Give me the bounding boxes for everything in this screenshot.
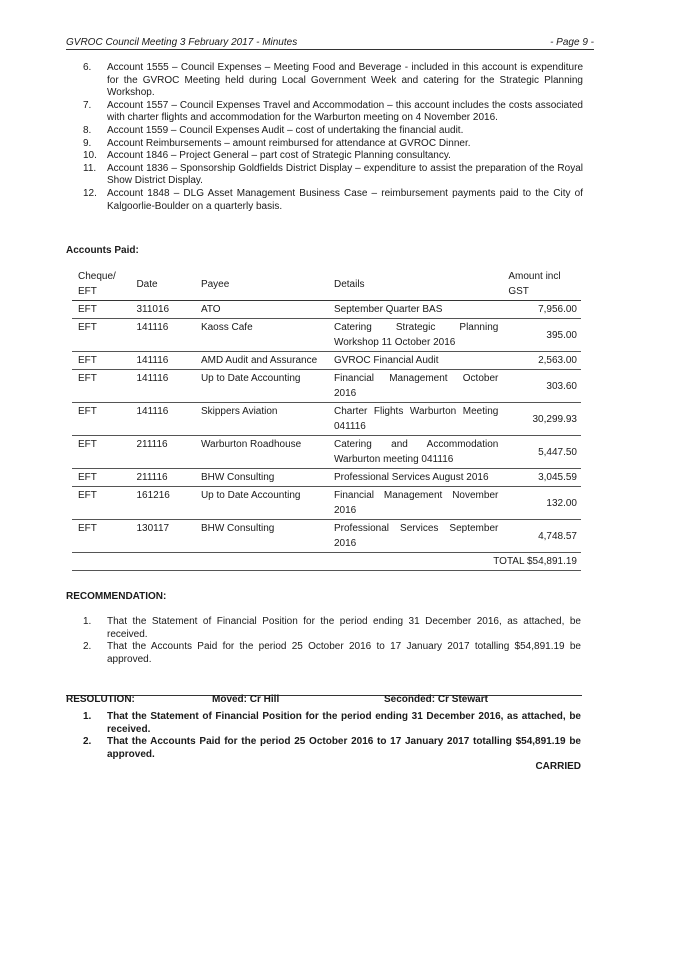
cell-date: 311016 bbox=[130, 301, 195, 319]
cell-details: Professional Services August 2016 bbox=[328, 469, 502, 487]
cell-cheque: EFT bbox=[72, 469, 130, 487]
item-number: 2. bbox=[83, 641, 92, 653]
item-text: Account 1846 – Project General – part cost of Strategic Planning consultancy. bbox=[107, 150, 451, 162]
table-header-row bbox=[72, 268, 581, 301]
cell-payee: ATO bbox=[195, 301, 328, 319]
cell-details: September Quarter BAS bbox=[328, 301, 502, 319]
accounts-paid-table bbox=[72, 268, 581, 571]
cell-details: Charter Flights Warburton Meeting 041116 bbox=[328, 403, 502, 436]
item-number: 8. bbox=[83, 124, 92, 136]
cell-date: 141116 bbox=[130, 403, 195, 436]
item-number: 2. bbox=[83, 736, 92, 748]
cell-cheque: EFT bbox=[72, 487, 130, 520]
table-row bbox=[72, 319, 581, 352]
table-row bbox=[72, 487, 581, 520]
list-item bbox=[83, 138, 583, 151]
col-header-cheque: Cheque/ EFT bbox=[72, 268, 130, 301]
table-row bbox=[72, 352, 581, 370]
cell-payee: BHW Consulting bbox=[195, 469, 328, 487]
cell-cheque: EFT bbox=[72, 436, 130, 469]
cell-date: 211116 bbox=[130, 469, 195, 487]
col-header-payee: Payee bbox=[195, 268, 328, 301]
cell-payee: Up to Date Accounting bbox=[195, 487, 328, 520]
item-text: Account Reimbursements – amount reimbursed for attendance at GVROC Dinner. bbox=[107, 137, 471, 149]
cell-payee: Warburton Roadhouse bbox=[195, 436, 328, 469]
cell-amount: 30,299.93 bbox=[502, 403, 581, 436]
item-text: Account 1559 – Council Expenses Audit – cost of undertaking the financial audit. bbox=[107, 124, 464, 136]
cell-amount: 303.60 bbox=[502, 370, 581, 403]
item-number: 12. bbox=[83, 187, 97, 199]
item-number: 10. bbox=[83, 150, 97, 162]
cell-amount: 3,045.59 bbox=[502, 469, 581, 487]
cell-cheque: EFT bbox=[72, 370, 130, 403]
col-header-date: Date bbox=[130, 268, 195, 301]
cell-payee: BHW Consulting bbox=[195, 520, 328, 553]
cell-cheque: EFT bbox=[72, 301, 130, 319]
resolution-title: RESOLUTION: bbox=[66, 694, 135, 705]
resolution-status: CARRIED bbox=[535, 761, 581, 772]
item-number: 1. bbox=[83, 711, 92, 722]
item-text: That the Accounts Paid for the period 25 October 2016 to 17 January 2017 totalling $54,891.19 be approved. bbox=[107, 641, 581, 665]
item-number: 9. bbox=[83, 137, 92, 149]
item-number: 7. bbox=[83, 99, 92, 111]
accounts-paid-title: Accounts Paid: bbox=[66, 245, 139, 256]
account-notes-list bbox=[83, 62, 583, 213]
list-item bbox=[83, 150, 583, 163]
resolution-header bbox=[66, 694, 582, 705]
table-row bbox=[72, 520, 581, 553]
item-text: Account 1848 – DLG Asset Management Business Case – reimbursement payments paid to the City of Kalgoorlie-Boulder on a quarterly basis. bbox=[107, 187, 583, 212]
cell-amount: 7,956.00 bbox=[502, 301, 581, 319]
cell-amount: 395.00 bbox=[502, 319, 581, 352]
page-header bbox=[66, 37, 594, 50]
cell-date: 141116 bbox=[130, 352, 195, 370]
item-text: Account 1836 – Sponsorship Goldfields District Display – expenditure to assist the preparation of the Royal Show District Display. bbox=[107, 162, 583, 187]
cell-payee: Kaoss Cafe bbox=[195, 319, 328, 352]
cell-payee: AMD Audit and Assurance bbox=[195, 352, 328, 370]
cell-cheque: EFT bbox=[72, 319, 130, 352]
cell-payee: Up to Date Accounting bbox=[195, 370, 328, 403]
cell-date: 130117 bbox=[130, 520, 195, 553]
cell-details: GVROC Financial Audit bbox=[328, 352, 502, 370]
list-item bbox=[83, 62, 583, 100]
resolution-list bbox=[83, 711, 581, 761]
item-text: Account 1557 – Council Expenses Travel and Accommodation – this account includes the costs associated with charter flights and accommodation for the Warburton meeting on 4 November 2016. bbox=[107, 99, 583, 124]
seconded-by: Seconded: Cr Stewart bbox=[384, 694, 488, 705]
list-item bbox=[83, 641, 581, 666]
list-item bbox=[83, 125, 583, 138]
cell-cheque: EFT bbox=[72, 520, 130, 553]
cell-amount: 5,447.50 bbox=[502, 436, 581, 469]
table-row bbox=[72, 436, 581, 469]
cell-cheque: EFT bbox=[72, 352, 130, 370]
total-amount: TOTAL $54,891.19 bbox=[72, 553, 581, 571]
recommendation-list bbox=[83, 616, 581, 666]
cell-details: Financial Management October 2016 bbox=[328, 370, 502, 403]
table-total-row bbox=[72, 553, 581, 571]
col-header-details: Details bbox=[328, 268, 502, 301]
list-item bbox=[83, 188, 583, 213]
table-row bbox=[72, 370, 581, 403]
cell-date: 161216 bbox=[130, 487, 195, 520]
moved-by: Moved: Cr Hill bbox=[212, 694, 280, 705]
table-row bbox=[72, 469, 581, 487]
cell-amount: 132.00 bbox=[502, 487, 581, 520]
recommendation-title: RECOMMENDATION: bbox=[66, 591, 167, 602]
cell-cheque: EFT bbox=[72, 403, 130, 436]
cell-details: Catering Strategic Planning Workshop 11 October 2016 bbox=[328, 319, 502, 352]
cell-details: Financial Management November 2016 bbox=[328, 487, 502, 520]
cell-amount: 2,563.00 bbox=[502, 352, 581, 370]
header-title: GVROC Council Meeting 3 February 2017 - Minutes bbox=[66, 37, 298, 48]
item-number: 1. bbox=[83, 616, 92, 627]
cell-amount: 4,748.57 bbox=[502, 520, 581, 553]
list-item bbox=[83, 736, 581, 761]
item-text: Account 1555 – Council Expenses – Meeting Food and Beverage - included in this account is expenditure for the GVROC Meeting held during Local Government Week and catering for the Strategic Planning Workshop. bbox=[107, 62, 583, 99]
page-number: - Page 9 - bbox=[550, 37, 594, 48]
table-row bbox=[72, 403, 581, 436]
item-text: That the Statement of Financial Position for the period ending 31 December 2016, as attached, be received. bbox=[107, 711, 581, 735]
col-header-amount: Amount incl GST bbox=[502, 268, 581, 301]
table-row bbox=[72, 301, 581, 319]
list-item bbox=[83, 711, 581, 736]
item-text: That the Statement of Financial Position for the period ending 31 December 2016, as attached, be received. bbox=[107, 616, 581, 640]
cell-details: Catering and Accommodation Warburton meeting 041116 bbox=[328, 436, 502, 469]
cell-date: 211116 bbox=[130, 436, 195, 469]
item-number: 11. bbox=[83, 162, 97, 174]
list-item bbox=[83, 163, 583, 188]
cell-details: Professional Services September 2016 bbox=[328, 520, 502, 553]
cell-payee: Skippers Aviation bbox=[195, 403, 328, 436]
list-item bbox=[83, 100, 583, 125]
item-number: 6. bbox=[83, 62, 92, 73]
cell-date: 141116 bbox=[130, 319, 195, 352]
cell-date: 141116 bbox=[130, 370, 195, 403]
item-text: That the Accounts Paid for the period 25 October 2016 to 17 January 2017 totalling $54,891.19 be approved. bbox=[107, 736, 581, 760]
list-item bbox=[83, 616, 581, 641]
